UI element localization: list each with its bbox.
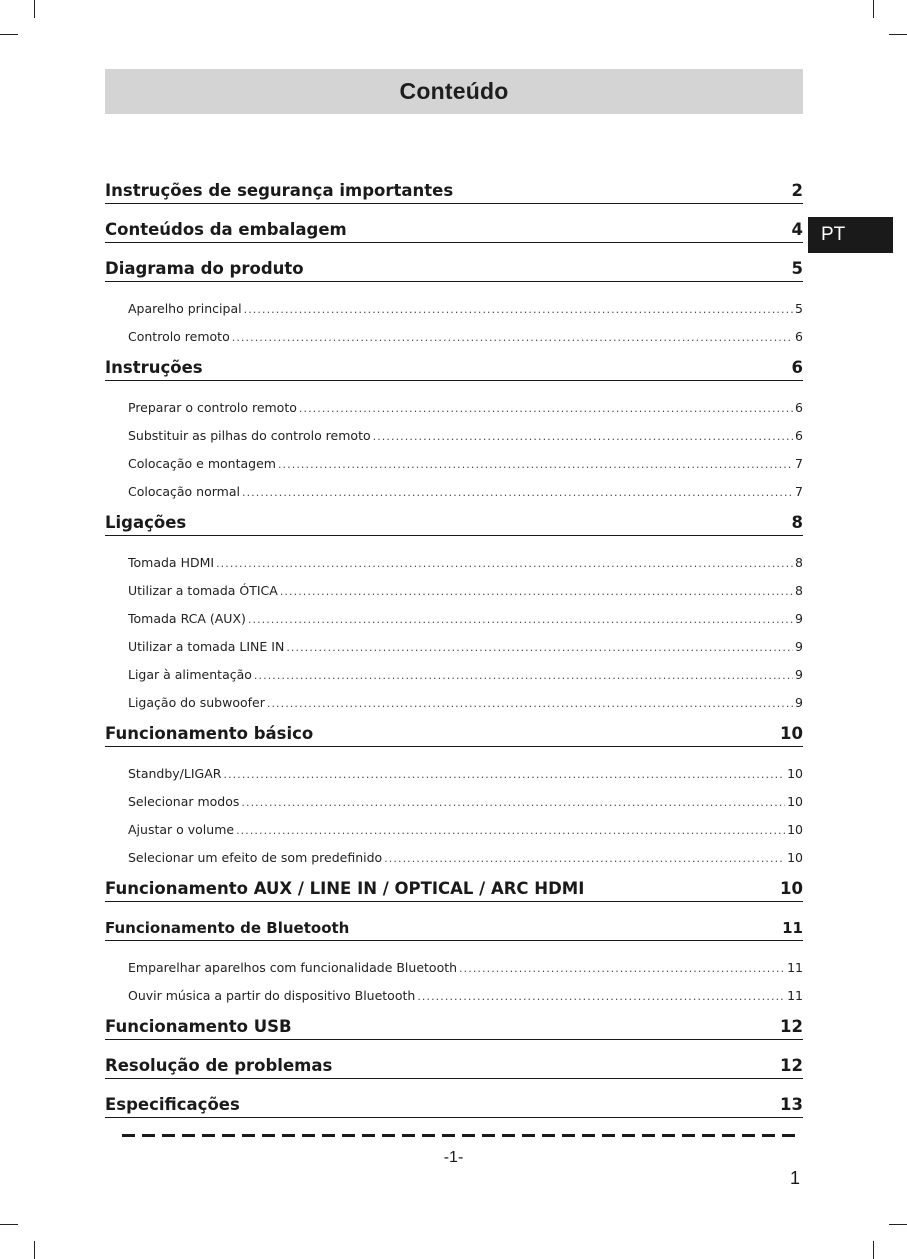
dot-leader xyxy=(216,550,793,577)
entry-title: Substituir as pilhas do controlo remoto xyxy=(128,428,371,443)
section-title: Instruções xyxy=(105,358,203,377)
toc-section xyxy=(105,917,803,1010)
toc-entry[interactable] xyxy=(128,844,803,872)
dot-leader xyxy=(373,423,793,450)
toc-section-heading[interactable] xyxy=(105,917,803,941)
table-of-contents xyxy=(105,180,803,1118)
entry-title: Tomada HDMI xyxy=(128,555,215,570)
entry-title: Selecionar um efeito de som predefinido xyxy=(128,850,383,865)
section-page: 11 xyxy=(782,919,803,937)
entry-title: Preparar o controlo remoto xyxy=(128,400,297,415)
entry-page: 8 xyxy=(795,555,803,570)
entry-title: Ligação do subwoofer xyxy=(128,695,265,710)
entry-title: Utilizar a tomada LINE IN xyxy=(128,639,285,654)
section-title: Funcionamento USB xyxy=(105,1017,292,1036)
section-page: 10 xyxy=(780,724,803,743)
section-page: 8 xyxy=(791,513,803,532)
toc-section-heading[interactable] xyxy=(105,357,803,381)
dot-leader xyxy=(242,479,793,506)
toc-section xyxy=(105,357,803,506)
entry-page: 9 xyxy=(795,695,803,710)
dot-leader xyxy=(223,761,785,788)
toc-entry[interactable] xyxy=(128,422,803,450)
crop-mark xyxy=(0,34,18,35)
toc-entry[interactable] xyxy=(128,450,803,478)
page-title: Conteúdo xyxy=(399,78,509,104)
toc-section xyxy=(105,180,803,204)
entry-page: 6 xyxy=(795,428,803,443)
entry-title: Utilizar a tomada ÓTICA xyxy=(128,583,278,598)
toc-section-heading[interactable] xyxy=(105,180,803,204)
section-title: Funcionamento AUX / LINE IN / OPTICAL / ARC HDMI xyxy=(105,879,585,898)
toc-entry[interactable] xyxy=(128,689,803,717)
entry-page: 6 xyxy=(795,329,803,344)
entry-title: Aparelho principal xyxy=(128,301,242,316)
toc-section-heading[interactable] xyxy=(105,1094,803,1118)
toc-section xyxy=(105,219,803,243)
section-page: 6 xyxy=(791,358,803,377)
corner-page-number: 1 xyxy=(790,1168,801,1188)
section-title: Especificações xyxy=(105,1095,240,1114)
toc-entry[interactable] xyxy=(128,633,803,661)
dot-leader xyxy=(278,451,793,478)
toc-subsection-list xyxy=(128,747,803,872)
toc-entry[interactable] xyxy=(128,549,803,577)
title-bar xyxy=(105,69,803,114)
dot-leader xyxy=(384,845,785,872)
crop-mark xyxy=(873,1241,874,1259)
toc-entry[interactable] xyxy=(128,577,803,605)
dashed-divider xyxy=(122,1134,802,1137)
crop-mark xyxy=(889,34,907,35)
section-page: 12 xyxy=(780,1056,803,1075)
entry-page: 9 xyxy=(795,667,803,682)
toc-subsection-list xyxy=(128,381,803,506)
dot-leader xyxy=(286,634,793,661)
entry-title: Ouvir música a partir do dispositivo Bluetooth xyxy=(128,988,416,1003)
entry-page: 6 xyxy=(795,400,803,415)
language-tab: PT xyxy=(808,217,893,253)
entry-title: Tomada RCA (AUX) xyxy=(128,611,246,626)
section-page: 13 xyxy=(780,1095,803,1114)
toc-entry[interactable] xyxy=(128,295,803,323)
toc-section xyxy=(105,878,803,902)
entry-page: 10 xyxy=(787,822,803,837)
section-title: Instruções de segurança importantes xyxy=(105,181,454,200)
dot-leader xyxy=(244,296,793,323)
crop-mark xyxy=(873,0,874,18)
crop-mark xyxy=(889,1224,907,1225)
toc-section-heading[interactable] xyxy=(105,723,803,747)
dot-leader xyxy=(248,606,793,633)
toc-section-heading[interactable] xyxy=(105,1016,803,1040)
toc-section-heading[interactable] xyxy=(105,512,803,536)
entry-title: Ligar à alimentação xyxy=(128,667,252,682)
dot-leader xyxy=(299,395,793,422)
entry-title: Emparelhar aparelhos com funcionalidade Bluetooth xyxy=(128,960,458,975)
section-page: 12 xyxy=(780,1017,803,1036)
dot-leader xyxy=(236,817,785,844)
toc-section xyxy=(105,258,803,351)
entry-title: Standby/LIGAR xyxy=(128,766,222,781)
toc-entry[interactable] xyxy=(128,661,803,689)
toc-section xyxy=(105,1094,803,1118)
toc-section xyxy=(105,723,803,872)
toc-section-heading[interactable] xyxy=(105,219,803,243)
section-page: 4 xyxy=(791,220,803,239)
section-page: 2 xyxy=(791,181,803,200)
toc-section xyxy=(105,1055,803,1079)
toc-section xyxy=(105,1016,803,1040)
dot-leader xyxy=(459,955,785,982)
toc-entry[interactable] xyxy=(128,394,803,422)
section-title: Funcionamento de Bluetooth xyxy=(105,919,350,937)
dot-leader xyxy=(254,662,793,689)
toc-entry[interactable] xyxy=(128,788,803,816)
toc-entry[interactable] xyxy=(128,605,803,633)
entry-page: 10 xyxy=(787,766,803,781)
section-title: Diagrama do produto xyxy=(105,259,304,278)
dot-leader xyxy=(280,578,793,605)
toc-subsection-list xyxy=(128,941,803,1010)
entry-page: 10 xyxy=(787,850,803,865)
section-title: Conteúdos da embalagem xyxy=(105,220,347,239)
toc-section-heading[interactable] xyxy=(105,878,803,902)
section-page: 10 xyxy=(780,879,803,898)
entry-title: Selecionar modos xyxy=(128,794,240,809)
crop-mark xyxy=(0,1224,18,1225)
toc-section xyxy=(105,512,803,717)
section-title: Ligações xyxy=(105,513,187,532)
entry-page: 7 xyxy=(795,484,803,499)
dot-leader xyxy=(417,983,785,1010)
crop-mark xyxy=(34,1241,35,1259)
section-title: Resolução de problemas xyxy=(105,1056,333,1075)
dot-leader xyxy=(267,690,793,717)
entry-page: 9 xyxy=(795,611,803,626)
entry-page: 7 xyxy=(795,456,803,471)
entry-title: Ajustar o volume xyxy=(128,822,235,837)
section-title: Funcionamento básico xyxy=(105,724,314,743)
toc-entry[interactable] xyxy=(128,323,803,351)
entry-page: 10 xyxy=(787,794,803,809)
entry-title: Colocação normal xyxy=(128,484,240,499)
section-page: 5 xyxy=(791,259,803,278)
entry-page: 11 xyxy=(787,988,803,1003)
toc-section-heading[interactable] xyxy=(105,1055,803,1079)
toc-entry[interactable] xyxy=(128,816,803,844)
entry-title: Controlo remoto xyxy=(128,329,230,344)
toc-subsection-list xyxy=(128,536,803,717)
dot-leader xyxy=(232,324,793,351)
toc-subsection-list xyxy=(128,282,803,351)
toc-entry[interactable] xyxy=(128,982,803,1010)
footer-page-label: -1- xyxy=(443,1149,464,1166)
crop-mark xyxy=(34,0,35,18)
entry-page: 5 xyxy=(795,301,803,316)
entry-page: 8 xyxy=(795,583,803,598)
dot-leader xyxy=(241,789,785,816)
toc-section-heading[interactable] xyxy=(105,258,803,282)
entry-page: 11 xyxy=(787,960,803,975)
entry-page: 9 xyxy=(795,639,803,654)
entry-title: Colocação e montagem xyxy=(128,456,276,471)
toc-entry[interactable] xyxy=(128,478,803,506)
toc-entry[interactable] xyxy=(128,954,803,982)
toc-entry[interactable] xyxy=(128,760,803,788)
